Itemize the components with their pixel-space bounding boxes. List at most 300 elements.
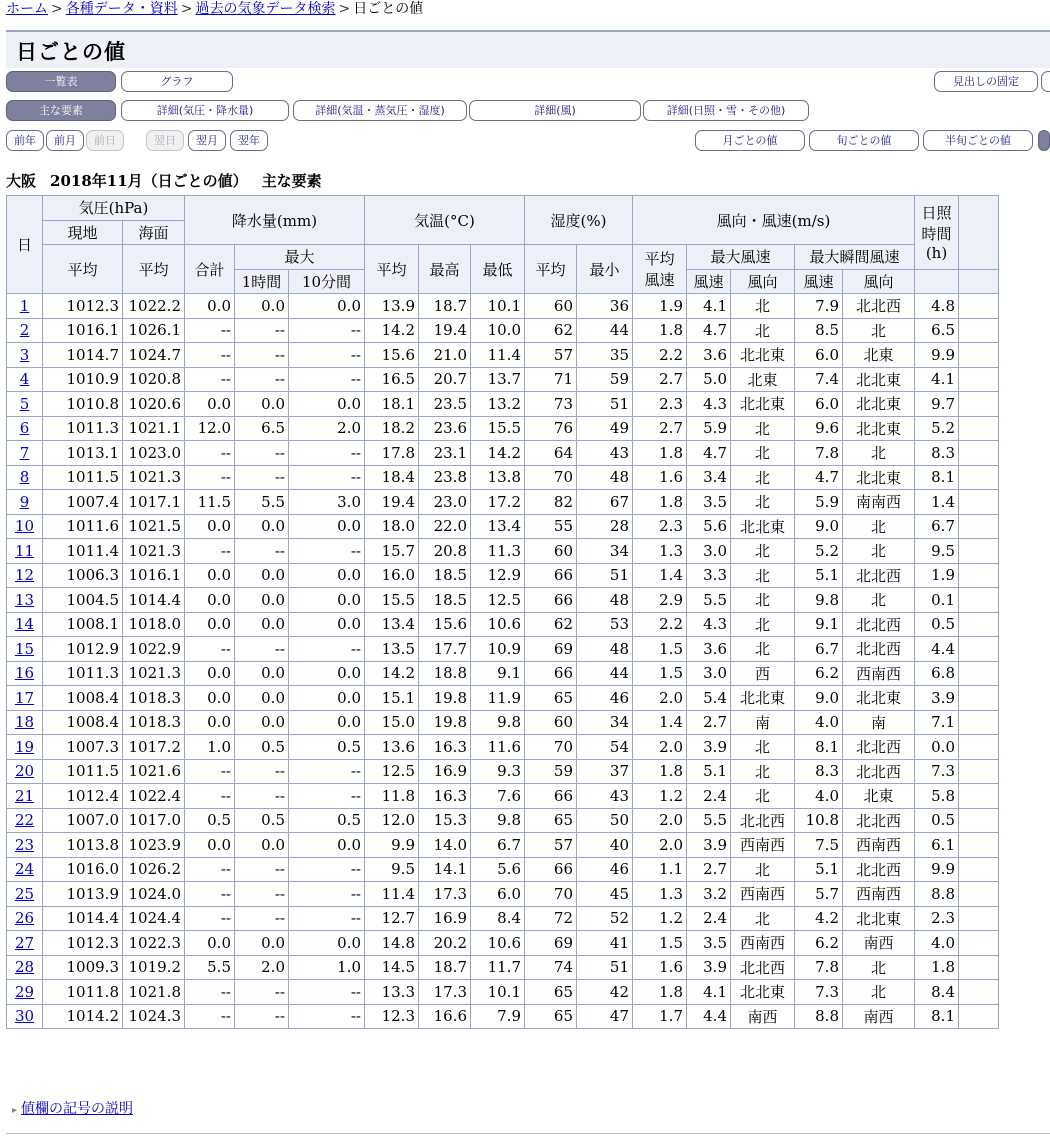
table-cell: 73 (525, 392, 577, 417)
table-cell: 70 (525, 882, 577, 907)
day-cell (7, 980, 43, 1005)
table-cell: 1011.5 (43, 759, 123, 784)
day-link[interactable]: 15 (14, 639, 35, 658)
table-cell: 北東 (843, 784, 915, 809)
header-pressure-station-avg: 平均 (43, 245, 123, 294)
table-cell: 4.4 (687, 1004, 731, 1029)
breadcrumb-home-link[interactable]: ホーム (6, 1, 48, 17)
table-row (7, 857, 999, 882)
day-link[interactable]: 13 (14, 590, 35, 609)
day-cell (7, 318, 43, 343)
table-cell: -- (289, 465, 365, 490)
table-cell: 北 (843, 441, 915, 466)
table-cell: 14.2 (365, 661, 419, 686)
table-cell: 10.8 (795, 808, 843, 833)
table-cell: 北 (843, 318, 915, 343)
table-cell: 2.2 (633, 612, 687, 637)
table-row (7, 588, 999, 613)
breadcrumb-separator: > (51, 1, 63, 17)
table-cell: 44 (577, 661, 633, 686)
day-cell (7, 784, 43, 809)
table-cell: 13.4 (471, 514, 525, 539)
station-name: 大阪 (6, 172, 37, 190)
day-cell (7, 955, 43, 980)
day-link[interactable]: 21 (14, 786, 35, 805)
header-pressure-sea-avg: 平均 (123, 245, 185, 294)
day-link[interactable]: 20 (14, 762, 35, 781)
day-link[interactable]: 4 (19, 370, 30, 389)
table-cell: 0.5 (289, 735, 365, 760)
day-link[interactable]: 5 (19, 394, 30, 413)
table-cell: 4.1 (915, 367, 959, 392)
table-cell: 2.3 (633, 514, 687, 539)
table-cell: 34 (577, 539, 633, 564)
ten-day-values-button[interactable]: 旬ごとの値 (809, 130, 919, 151)
day-link[interactable]: 17 (14, 688, 35, 707)
cut-off-cell (959, 612, 999, 637)
table-cell: 1024.3 (123, 1004, 185, 1029)
table-cell: 72 (525, 906, 577, 931)
table-cell: -- (185, 367, 235, 392)
table-cell: 16.3 (419, 735, 471, 760)
table-cell: 53 (577, 612, 633, 637)
table-cell: 6.2 (795, 661, 843, 686)
header-sunshine-unit: (h) (925, 244, 948, 263)
table-cell: 6.0 (795, 392, 843, 417)
table-cell: 9.9 (915, 343, 959, 368)
table-cell: 8.1 (795, 735, 843, 760)
table-cell: 65 (525, 1004, 577, 1029)
table-row (7, 465, 999, 490)
table-cell: 23.8 (419, 465, 471, 490)
fix-header-button[interactable]: 見出しの固定 (934, 71, 1038, 92)
table-cell: 1.5 (633, 931, 687, 956)
table-cell: 0.0 (289, 931, 365, 956)
table-cell: 18.7 (419, 294, 471, 319)
table-cell: 0.0 (235, 392, 289, 417)
table-row (7, 294, 999, 319)
day-link[interactable]: 16 (14, 664, 35, 683)
table-cell: 6.5 (235, 416, 289, 441)
table-cell: 1012.3 (43, 294, 123, 319)
header-humidity: 湿度(%) (525, 196, 633, 245)
day-link[interactable]: 14 (14, 615, 35, 634)
table-cell: 6.0 (795, 343, 843, 368)
table-cell: 北北西 (731, 808, 795, 833)
table-cell: 10.9 (471, 637, 525, 662)
day-link[interactable]: 18 (14, 713, 35, 732)
tab-detail-sunshine-snow[interactable]: 詳細(日照・雪・その他) (643, 100, 809, 121)
table-cell: 46 (577, 857, 633, 882)
table-cell: 0.5 (185, 808, 235, 833)
day-link[interactable]: 11 (14, 541, 35, 560)
prev-year-button[interactable]: 前年 (6, 130, 44, 151)
table-cell: 15.5 (471, 416, 525, 441)
table-cell: 1010.9 (43, 367, 123, 392)
table-cell: -- (289, 318, 365, 343)
table-cell: 0.0 (289, 563, 365, 588)
table-cell: 1022.9 (123, 637, 185, 662)
table-row (7, 882, 999, 907)
table-cell: -- (235, 465, 289, 490)
table-cell: 60 (525, 539, 577, 564)
table-cell: 12.5 (471, 588, 525, 613)
table-cell: 1.9 (633, 294, 687, 319)
table-cell: 16.3 (419, 784, 471, 809)
table-cell: 7.3 (795, 980, 843, 1005)
table-cell: 3.9 (687, 955, 731, 980)
header-precip-total: 合計 (185, 245, 235, 294)
table-cell: 4.2 (795, 906, 843, 931)
table-cell: 0.0 (185, 931, 235, 956)
table-cell: 西南西 (731, 833, 795, 858)
table-cell: 2.7 (633, 416, 687, 441)
table-cell: 48 (577, 588, 633, 613)
next-day-button: 翌日 (146, 130, 184, 151)
table-cell: 0.0 (235, 612, 289, 637)
table-cell: 南西 (731, 1004, 795, 1029)
table-row (7, 539, 999, 564)
table-cell: 18.5 (419, 588, 471, 613)
day-link[interactable]: 25 (14, 884, 35, 903)
table-cell: 17.3 (419, 980, 471, 1005)
table-cell: 13.8 (471, 465, 525, 490)
table-cell: 3.0 (687, 661, 731, 686)
table-cell: 1017.2 (123, 735, 185, 760)
table-cell: 0.5 (915, 808, 959, 833)
table-cell: 7.5 (795, 833, 843, 858)
table-cell: 2.0 (633, 686, 687, 711)
table-cell: 0.0 (915, 735, 959, 760)
table-cell: 1022.3 (123, 931, 185, 956)
table-cell: 47 (577, 1004, 633, 1029)
table-cell: 3.9 (687, 735, 731, 760)
table-cell: 3.4 (687, 465, 731, 490)
table-cell: 17.7 (419, 637, 471, 662)
table-cell: 0.0 (235, 833, 289, 858)
table-cell: 18.5 (419, 563, 471, 588)
table-cell: 0.0 (185, 392, 235, 417)
table-cell: 1013.8 (43, 833, 123, 858)
cut-off-cell (959, 563, 999, 588)
cut-off-cell (959, 833, 999, 858)
breadcrumb-search-link[interactable]: 過去の気象データ検索 (195, 1, 336, 17)
table-cell: 48 (577, 465, 633, 490)
symbol-explanation-link[interactable]: 値欄の記号の説明 (21, 1101, 134, 1117)
next-year-button[interactable]: 翌年 (230, 130, 268, 151)
table-cell: 18.0 (365, 514, 419, 539)
table-cell: -- (289, 441, 365, 466)
cut-off-cell (959, 490, 999, 515)
table-cell: 74 (525, 955, 577, 980)
graph-view-button[interactable]: グラフ (121, 71, 233, 92)
table-cell: 0.5 (235, 735, 289, 760)
table-cell: 北 (843, 514, 915, 539)
table-cell: 14.5 (365, 955, 419, 980)
table-cell: 1007.3 (43, 735, 123, 760)
table-cell: 0.0 (289, 833, 365, 858)
table-cell: 6.0 (471, 882, 525, 907)
table-cell: -- (235, 882, 289, 907)
tab-detail-pressure-precip[interactable]: 詳細(気圧・降水量) (121, 100, 289, 121)
table-cell: 57 (525, 343, 577, 368)
list-view-button[interactable]: 一覧表 (6, 71, 116, 92)
table-cell: 北 (731, 759, 795, 784)
cut-off-cell (959, 441, 999, 466)
table-cell: 2.0 (633, 735, 687, 760)
day-link[interactable]: 3 (19, 345, 30, 364)
day-link[interactable]: 29 (14, 982, 35, 1001)
table-cell: 1007.0 (43, 808, 123, 833)
day-cell (7, 833, 43, 858)
table-cell: 9.8 (471, 808, 525, 833)
table-row (7, 318, 999, 343)
table-cell: 21.0 (419, 343, 471, 368)
day-link[interactable]: 1 (19, 296, 30, 315)
tab-detail-wind[interactable]: 詳細(風) (469, 100, 641, 121)
table-cell: 9.5 (915, 539, 959, 564)
table-cell: -- (289, 906, 365, 931)
table-cell: 60 (525, 294, 577, 319)
overflow-tab[interactable] (1038, 130, 1050, 151)
table-cell: 8.1 (915, 1004, 959, 1029)
table-cell: 37 (577, 759, 633, 784)
table-cell: 65 (525, 980, 577, 1005)
table-cell: 1019.2 (123, 955, 185, 980)
table-cell: 1.8 (633, 759, 687, 784)
table-cell: 18.8 (419, 661, 471, 686)
day-cell (7, 759, 43, 784)
table-cell: 18.4 (365, 465, 419, 490)
table-cell: 1016.1 (123, 563, 185, 588)
table-cell: 7.1 (915, 710, 959, 735)
table-cell: 1026.1 (123, 318, 185, 343)
table-cell: 1.2 (633, 906, 687, 931)
day-link[interactable]: 28 (14, 958, 35, 977)
table-cell: 46 (577, 686, 633, 711)
table-cell: 7.3 (915, 759, 959, 784)
table-cell: 49 (577, 416, 633, 441)
header-temperature: 気温(°C) (365, 196, 525, 245)
table-cell: 66 (525, 784, 577, 809)
cut-off-cell (959, 318, 999, 343)
table-cell: 北 (843, 955, 915, 980)
prev-month-button[interactable]: 前月 (46, 130, 84, 151)
day-link[interactable]: 27 (14, 933, 35, 952)
table-row (7, 490, 999, 515)
header-cut-off-blank (959, 269, 999, 294)
table-cell: 16.0 (365, 563, 419, 588)
cut-off-cell (959, 759, 999, 784)
table-cell: 3.6 (687, 637, 731, 662)
cut-off-cell (959, 392, 999, 417)
table-cell: 8.8 (795, 1004, 843, 1029)
table-cell: 北北東 (843, 686, 915, 711)
table-cell: 15.7 (365, 539, 419, 564)
day-link[interactable]: 19 (14, 737, 35, 756)
day-link[interactable]: 7 (19, 443, 30, 462)
five-day-values-button[interactable]: 半旬ごとの値 (923, 130, 1033, 151)
day-link[interactable]: 6 (19, 419, 30, 438)
table-cell: 0.0 (235, 563, 289, 588)
tab-main-elements[interactable]: 主な要素 (6, 100, 116, 121)
table-row (7, 808, 999, 833)
table-row (7, 563, 999, 588)
table-cell: 南南西 (843, 490, 915, 515)
table-cell: 7.9 (471, 1004, 525, 1029)
table-cell: 1.8 (633, 318, 687, 343)
table-cell: 3.5 (687, 931, 731, 956)
day-cell (7, 808, 43, 833)
table-cell: 北 (731, 294, 795, 319)
cut-off-cell (959, 1004, 999, 1029)
table-row (7, 637, 999, 662)
day-link[interactable]: 26 (14, 909, 35, 928)
table-cell: 14.0 (419, 833, 471, 858)
table-cell: 0.0 (185, 514, 235, 539)
day-link[interactable]: 10 (14, 517, 35, 536)
table-cell: 40 (577, 833, 633, 858)
table-cell: 64 (525, 441, 577, 466)
table-cell: 1024.4 (123, 906, 185, 931)
table-cell: 2.9 (633, 588, 687, 613)
table-cell: 北北西 (843, 857, 915, 882)
table-cell: 北 (843, 539, 915, 564)
table-cell: 71 (525, 367, 577, 392)
table-cell: 北北東 (843, 367, 915, 392)
table-cell: 66 (525, 563, 577, 588)
table-cell: 42 (577, 980, 633, 1005)
table-cell: 1.5 (633, 661, 687, 686)
table-cell: 北 (731, 416, 795, 441)
table-row (7, 686, 999, 711)
table-cell: 8.4 (471, 906, 525, 931)
day-link[interactable]: 23 (14, 835, 35, 854)
table-cell: 2.3 (633, 392, 687, 417)
table-cell: -- (289, 857, 365, 882)
day-link[interactable]: 2 (19, 321, 30, 340)
table-cell: 8.3 (795, 759, 843, 784)
table-cell: -- (185, 857, 235, 882)
table-cell: 4.0 (915, 931, 959, 956)
table-row (7, 343, 999, 368)
table-cell: 20.7 (419, 367, 471, 392)
table-cell: 北北西 (843, 808, 915, 833)
table-row (7, 931, 999, 956)
table-cell: 1.4 (915, 490, 959, 515)
table-cell: 17.2 (471, 490, 525, 515)
table-cell: 北 (731, 784, 795, 809)
day-link[interactable]: 24 (14, 860, 35, 879)
header-avg-wind-line2: 風速 (644, 271, 675, 289)
table-cell: 34 (577, 710, 633, 735)
table-cell: 8.8 (915, 882, 959, 907)
table-cell: 10.0 (471, 318, 525, 343)
table-cell: 1.0 (185, 735, 235, 760)
table-cell: 62 (525, 318, 577, 343)
table-cell: 西南西 (843, 882, 915, 907)
table-cell: 10.1 (471, 980, 525, 1005)
day-cell (7, 539, 43, 564)
table-cell: 1022.2 (123, 294, 185, 319)
next-month-button[interactable]: 翌月 (188, 130, 226, 151)
header-avg-wind (633, 245, 687, 294)
day-link[interactable]: 8 (19, 468, 30, 487)
table-cell: 1.8 (633, 490, 687, 515)
table-row (7, 955, 999, 980)
table-cell: 11.7 (471, 955, 525, 980)
header-max-gust: 最大瞬間風速 (795, 245, 915, 270)
table-cell: 1009.3 (43, 955, 123, 980)
table-cell: 1007.4 (43, 490, 123, 515)
table-cell: 9.0 (795, 686, 843, 711)
table-cell: 1014.4 (123, 588, 185, 613)
table-cell: 1022.4 (123, 784, 185, 809)
table-cell: 57 (525, 833, 577, 858)
cut-off-cell (959, 710, 999, 735)
view-button-row (6, 71, 1050, 93)
day-link[interactable]: 30 (14, 1007, 35, 1026)
table-cell: -- (185, 980, 235, 1005)
table-cell: 北北東 (843, 416, 915, 441)
table-cell: 52 (577, 906, 633, 931)
table-cell: 4.3 (687, 392, 731, 417)
cut-off-cell (959, 808, 999, 833)
monthly-values-button[interactable]: 月ごとの値 (695, 130, 805, 151)
table-cell: 18.1 (365, 392, 419, 417)
table-cell: 23.1 (419, 441, 471, 466)
table-cell: 北 (731, 563, 795, 588)
arrow-right-icon: ▸ (12, 1105, 18, 1116)
table-cell: 1016.1 (43, 318, 123, 343)
table-cell: 0.0 (235, 686, 289, 711)
day-link[interactable]: 12 (14, 566, 35, 585)
table-cell: 70 (525, 735, 577, 760)
tab-detail-temp-humidity[interactable]: 詳細(気温・蒸気圧・湿度) (293, 100, 467, 121)
table-cell: 1026.2 (123, 857, 185, 882)
table-row (7, 367, 999, 392)
overflow-button[interactable] (1041, 71, 1050, 92)
day-link[interactable]: 9 (19, 492, 30, 511)
header-precip-1hour: 1時間 (235, 269, 289, 294)
day-link[interactable]: 22 (14, 811, 35, 830)
table-cell: 2.0 (633, 808, 687, 833)
table-cell: 北北東 (731, 392, 795, 417)
table-cell: 45 (577, 882, 633, 907)
table-cell: -- (185, 759, 235, 784)
table-cell: 北北東 (731, 980, 795, 1005)
table-cell: 14.2 (365, 318, 419, 343)
cut-off-cell (959, 465, 999, 490)
table-cell: 9.3 (471, 759, 525, 784)
header-sunshine-line2: 時間 (921, 225, 952, 244)
header-sunshine-line1: 日照 (921, 204, 952, 223)
prev-day-button: 前日 (86, 130, 124, 151)
table-cell: 0.5 (289, 808, 365, 833)
day-cell (7, 931, 43, 956)
table-cell: 4.1 (687, 980, 731, 1005)
table-row (7, 784, 999, 809)
table-cell: 1020.8 (123, 367, 185, 392)
header-temp-high: 最高 (419, 245, 471, 294)
table-cell: 62 (525, 612, 577, 637)
breadcrumb-data-link[interactable]: 各種データ・資料 (65, 1, 178, 17)
table-cell: 1021.1 (123, 416, 185, 441)
table-cell: 1010.8 (43, 392, 123, 417)
table-cell: 10.1 (471, 294, 525, 319)
table-cell: 1020.6 (123, 392, 185, 417)
cut-off-cell (959, 857, 999, 882)
